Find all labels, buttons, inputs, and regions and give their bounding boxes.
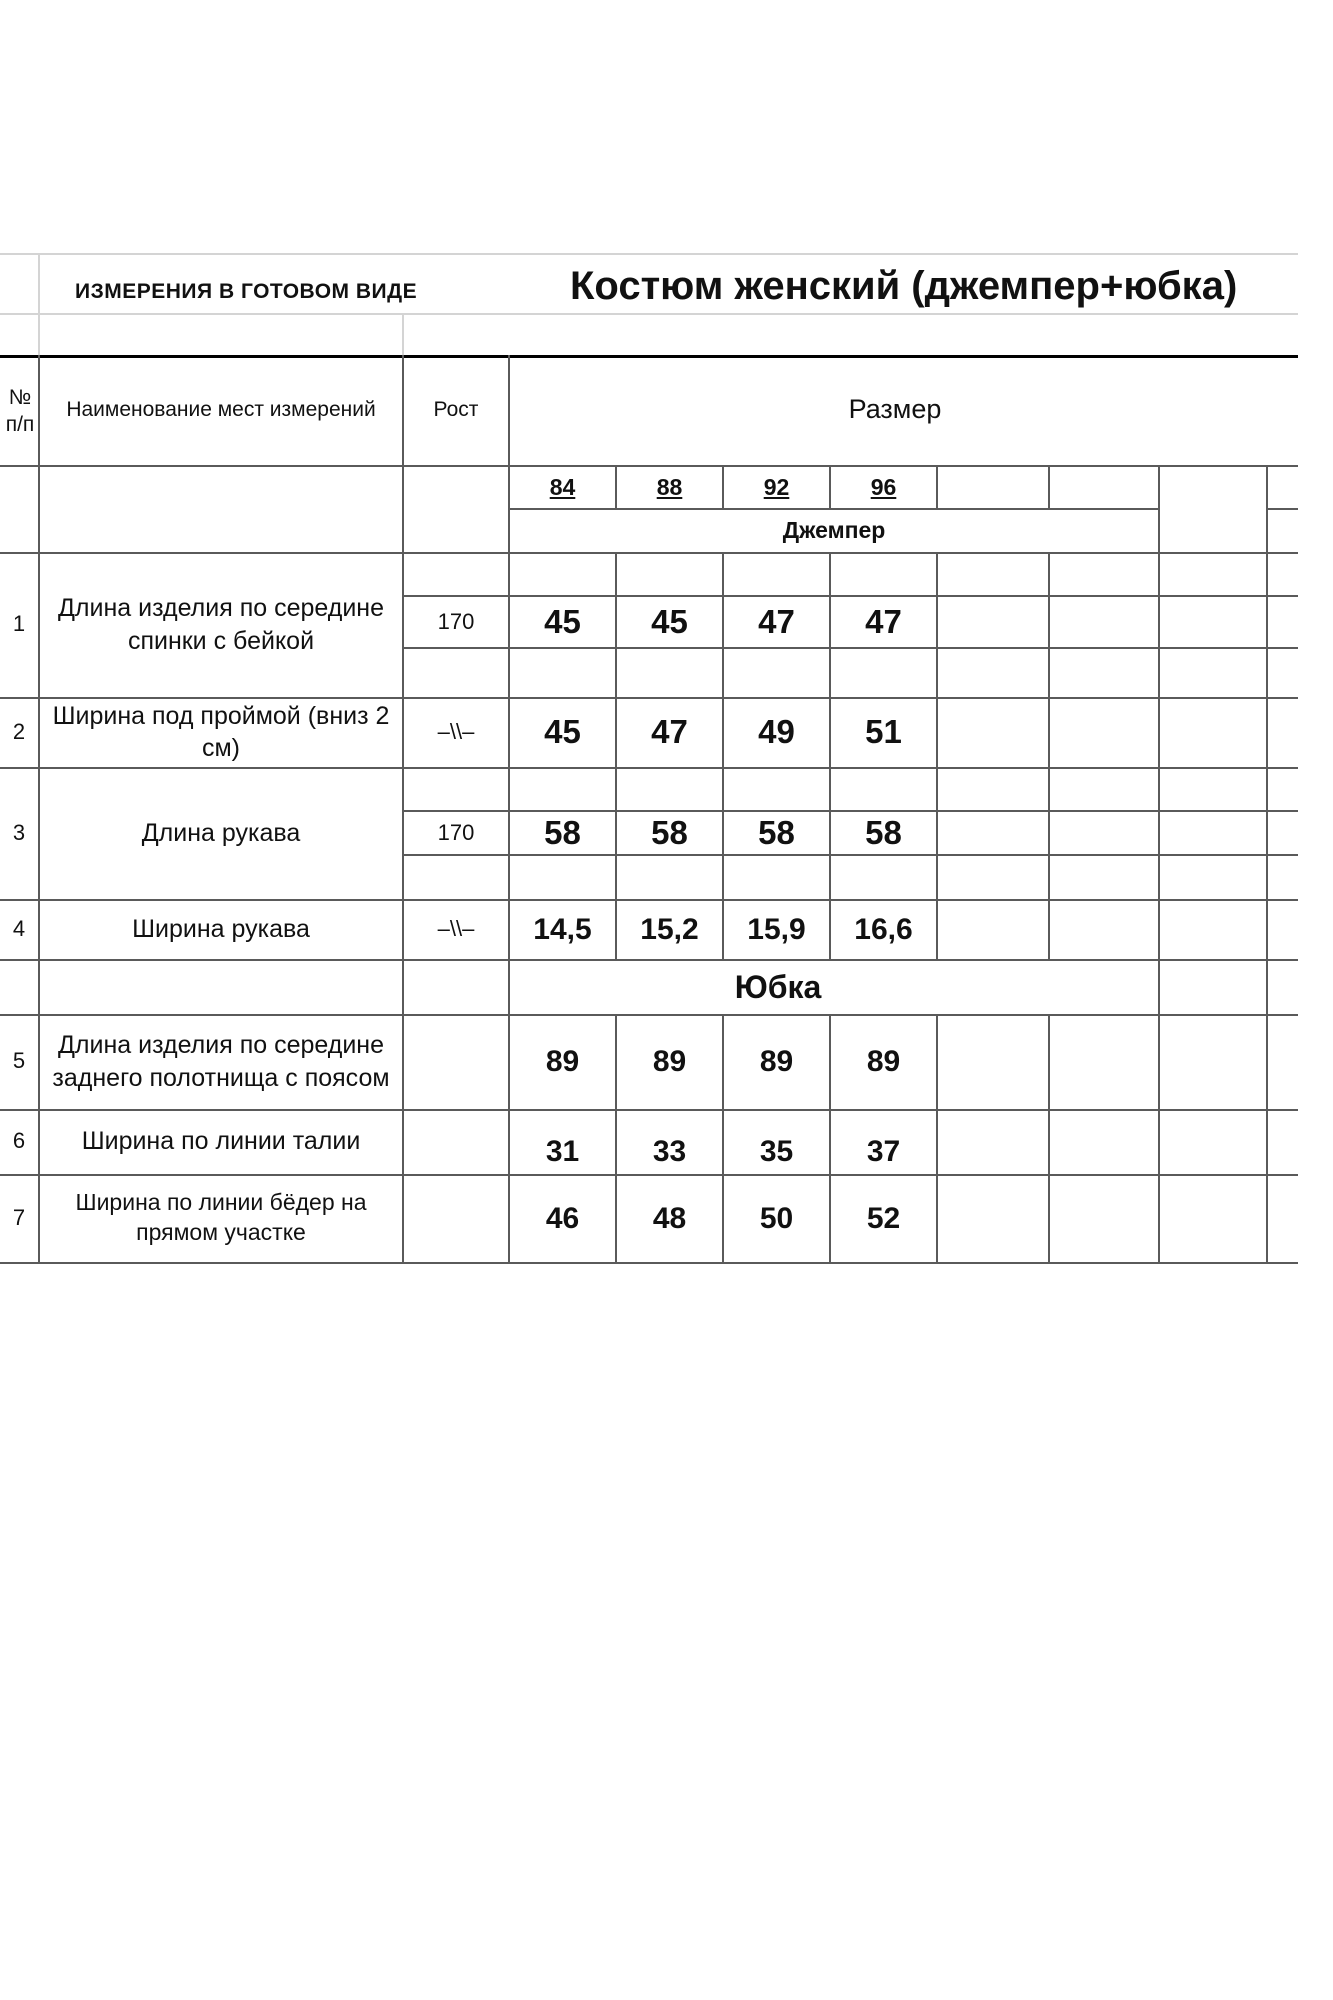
grid-line (1158, 465, 1160, 1262)
row-height (404, 1014, 508, 1109)
row-number: 5 (12, 1048, 26, 1074)
row-name: Ширина под проймой (вниз 2 см) (52, 701, 390, 762)
value-cell: 15,2 (640, 912, 699, 946)
value-cell: 45 (544, 602, 581, 640)
value-cell: 51 (865, 712, 902, 750)
grid-line (1048, 1014, 1050, 1262)
value-cell: 49 (758, 712, 795, 750)
row-height (404, 1109, 508, 1174)
row-name: Ширина по линии талии (81, 1127, 361, 1156)
value-cell: 33 (652, 1134, 687, 1168)
grid-line (1048, 465, 1050, 508)
grid-line (1048, 552, 1050, 960)
row-height: 170 (437, 608, 475, 634)
grid-line (1266, 508, 1298, 510)
row-height: –\\– (437, 915, 475, 941)
value-cell: 58 (865, 813, 902, 851)
value-cell: 89 (545, 1045, 580, 1078)
value-cell: 31 (545, 1134, 580, 1168)
row-number: 4 (12, 915, 26, 941)
column-header-name: Наименование мест измерений (66, 398, 376, 422)
row-number: 1 (12, 611, 26, 637)
value-cell: 89 (652, 1045, 687, 1078)
row-height: 170 (437, 819, 475, 845)
row-name: Длина изделия по середине заднего полотнища с поясом (52, 1031, 390, 1092)
column-header-number: № п/п (5, 385, 35, 436)
grid-line (402, 854, 1298, 856)
value-cell: 47 (651, 712, 688, 750)
row-height (404, 1174, 508, 1262)
grid-line (38, 253, 40, 355)
grid-line (936, 1014, 938, 1262)
grid-line (0, 1262, 1298, 1264)
grid-line (936, 552, 938, 960)
grid-line (38, 355, 40, 1262)
value-cell: 45 (544, 712, 581, 750)
size-label: 88 (656, 473, 683, 500)
row-height: –\\– (437, 718, 475, 744)
value-cell: 58 (544, 813, 581, 851)
page-title: Костюм женский (джемпер+юбка) (570, 264, 1238, 308)
row-number: 6 (12, 1128, 26, 1154)
value-cell: 47 (865, 602, 902, 640)
size-label: 84 (549, 473, 576, 500)
size-label: 96 (870, 473, 897, 500)
size-label: 92 (763, 473, 790, 500)
grid-line (936, 465, 938, 508)
section-skirt: Юбка (734, 968, 822, 1005)
grid-line (0, 253, 1298, 255)
value-cell: 52 (866, 1201, 901, 1235)
row-name: Длина рукава (141, 818, 301, 847)
value-cell: 47 (758, 602, 795, 640)
row-name: Ширина по линии бёдер на прямом участке (75, 1189, 367, 1245)
value-cell: 35 (759, 1134, 794, 1168)
row-name: Ширина рукава (132, 914, 310, 943)
measurements-subtitle: ИЗМЕРЕНИЯ В ГОТОВОМ ВИДЕ (75, 280, 418, 304)
row-name: Длина изделия по середине спинки с бейкой (57, 594, 385, 655)
value-cell: 89 (759, 1045, 794, 1078)
value-cell: 14,5 (533, 912, 592, 946)
column-header-size: Размер (848, 394, 942, 425)
value-cell: 48 (652, 1201, 687, 1235)
grid-line (402, 313, 404, 355)
value-cell: 58 (758, 813, 795, 851)
value-cell: 50 (759, 1201, 794, 1235)
row-number: 3 (12, 819, 26, 845)
row-number: 2 (12, 718, 26, 744)
value-cell: 45 (651, 602, 688, 640)
grid-line (402, 647, 1298, 649)
value-cell: 46 (545, 1201, 580, 1235)
value-cell: 58 (651, 813, 688, 851)
row-number: 7 (12, 1204, 26, 1230)
grid-line (1266, 465, 1268, 1262)
section-jumper: Джемпер (782, 517, 886, 544)
value-cell: 89 (866, 1045, 901, 1078)
value-cell: 16,6 (854, 912, 913, 946)
column-header-height: Рост (433, 398, 479, 422)
value-cell: 37 (866, 1134, 901, 1168)
value-cell: 15,9 (747, 912, 806, 946)
